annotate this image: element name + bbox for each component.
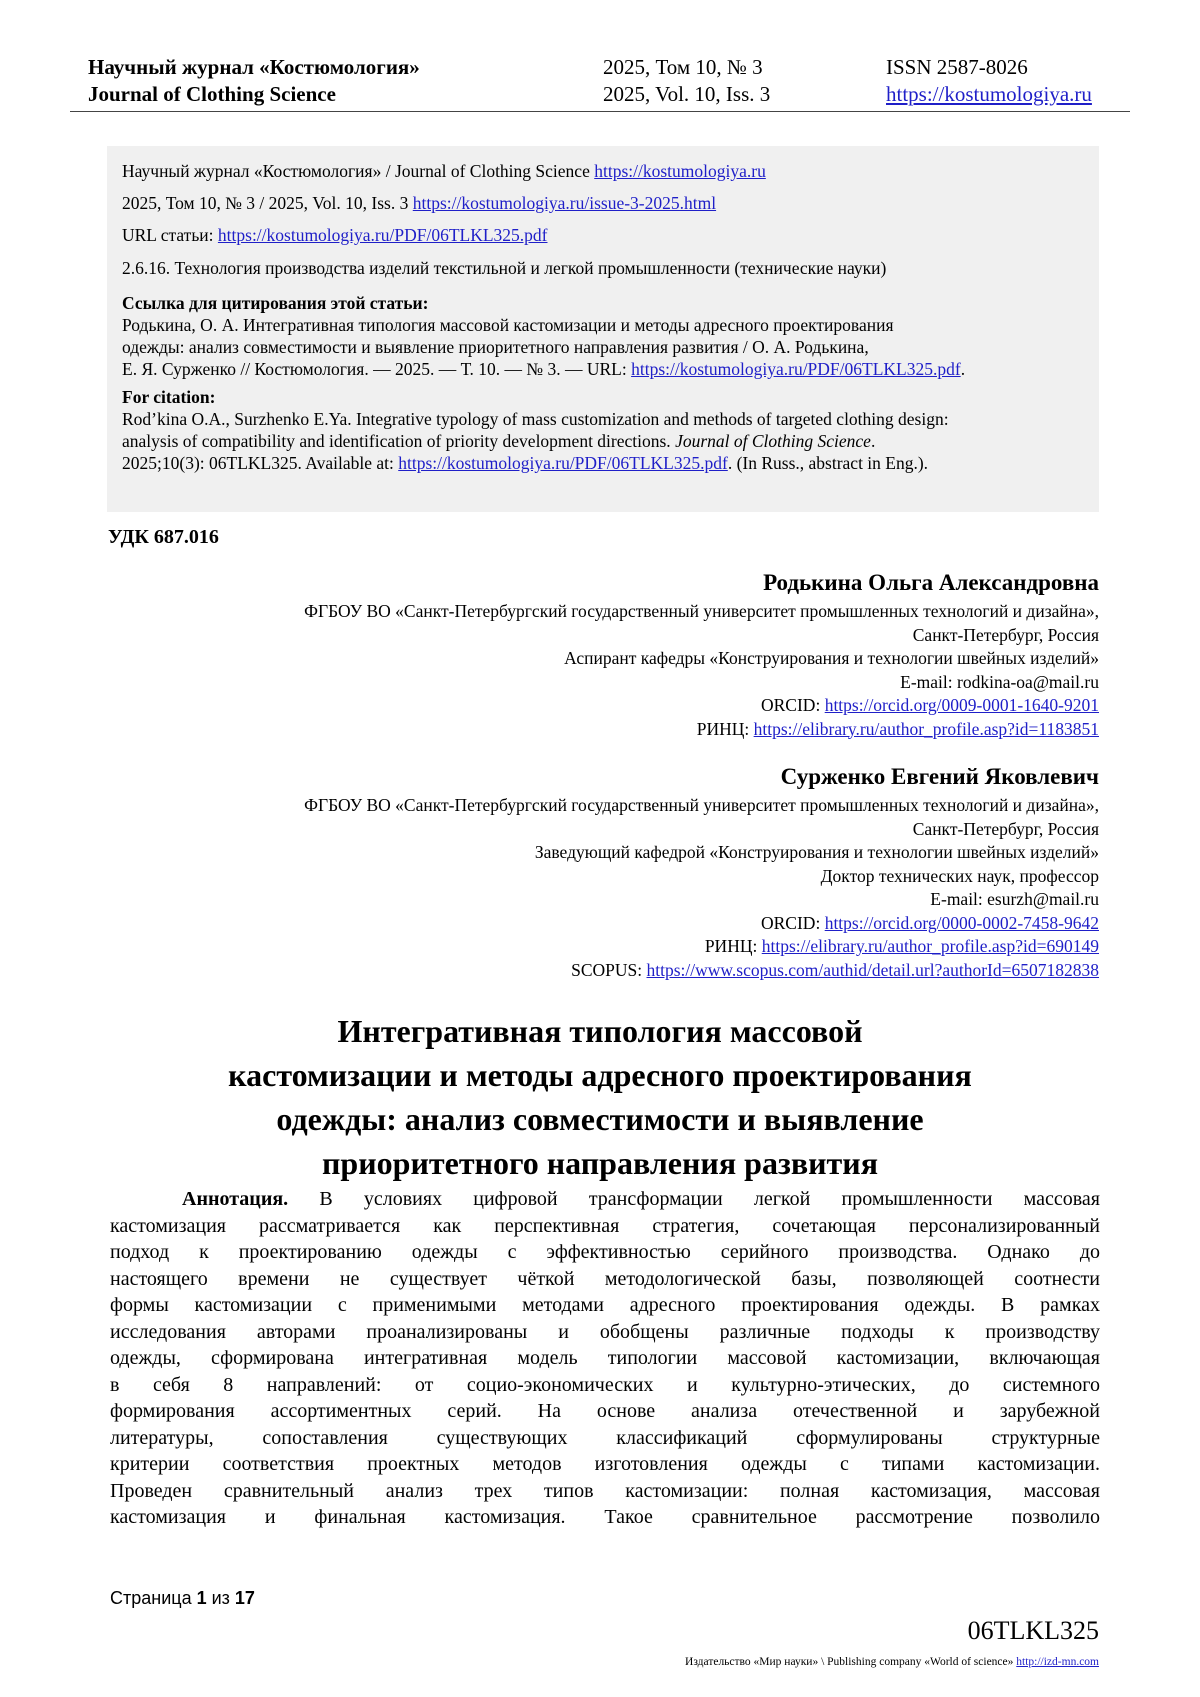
author1-org: ФГБОУ ВО «Санкт-Петербургский государственный университет промышленных технологий и дизайна», xyxy=(304,601,1099,621)
abstract-line-2: кастомизация рассматривается как перспективная стратегия, сочетающая персонализированный xyxy=(110,1214,1100,1237)
citebox-url-link[interactable]: https://kostumologiya.ru/PDF/06TLKL325.pdf xyxy=(217,225,548,245)
abstract-line-7: одежды, сформирована интегративная модель типологии массовой кастомизации, включающая xyxy=(110,1347,1100,1369)
title-line-4: приоритетного направления развития xyxy=(321,1145,878,1181)
author2-scopus-link[interactable]: https://www.scopus.com/authid/detail.url?authorId=6507182838 xyxy=(646,959,1099,980)
page-number xyxy=(110,1588,255,1609)
abstract-line-1 xyxy=(110,1186,1100,1213)
citation-ru-line2: одежды: анализ совместимости и выявление приоритетного направления развития / О. А. Родькина, xyxy=(122,337,869,357)
citation-ru-line1: Родькина, О. А. Интегративная типология массовой кастомизации и методы адресного проектирования xyxy=(122,315,894,335)
author1-position: Аспирант кафедры «Конструирования и технологии швейных изделий» xyxy=(564,648,1099,668)
header-issue xyxy=(603,54,770,108)
citation-ru-link[interactable]: https://kostumologiya.ru/PDF/06TLKL325.pdf xyxy=(631,359,961,379)
abstract-line-13: кастомизация и финальная кастомизация. Такое сравнительное рассмотрение позволило xyxy=(110,1506,1100,1528)
author2-rinc xyxy=(304,935,1099,959)
author2-org: ФГБОУ ВО «Санкт-Петербургский государственный университет промышленных технологий и дизайна», xyxy=(304,795,1099,815)
citation-en-line3-text: 2025;10(3): 06TLKL325. Available at: xyxy=(122,453,399,473)
author2-email: E-mail: esurzh@mail.ru xyxy=(930,889,1099,909)
author2-orcid-link[interactable]: https://orcid.org/0000-0002-7458-9642 xyxy=(824,912,1099,933)
citation-en-heading: For citation: xyxy=(122,387,216,407)
author1-rinc xyxy=(304,718,1099,742)
abstract-line-3: подход к проектированию одежды с эффективностью серийного производства. Однако до xyxy=(110,1241,1100,1263)
page-total: 17 xyxy=(234,1588,255,1608)
author1-rinc-label: РИНЦ: xyxy=(696,718,754,739)
author2-rinc-link[interactable]: https://elibrary.ru/author_profile.asp?id=690149 xyxy=(761,936,1099,956)
header-journal-ru: Научный журнал «Костюмология» xyxy=(88,55,420,79)
citation-en-line2-end: . xyxy=(870,431,876,451)
citation-en-line3-end: . (In Russ., abstract in Eng.). xyxy=(727,453,929,473)
header-site-link[interactable]: https://kostumologiya.ru xyxy=(886,82,1092,106)
citation-en-journal: Journal of Clothing Science xyxy=(675,431,871,451)
header-journal-names xyxy=(88,54,420,108)
author2-name: Сурженко Евгений Яковлевич xyxy=(780,764,1099,789)
journal-header xyxy=(88,54,1128,110)
citation-ru-line3-end: . xyxy=(960,359,966,379)
citebox-journal-text: Научный журнал «Костюмология» / Journal of Clothing Science xyxy=(122,161,595,181)
citation-ru-line3-text: Е. Я. Сурженко // Костюмология. — 2025. — Т. 10. — № 3. — URL: xyxy=(122,359,632,379)
citation-en-line3 xyxy=(122,452,1097,474)
author1-orcid xyxy=(304,694,1099,718)
citation-en-line2 xyxy=(122,430,1097,452)
citebox-issue-line xyxy=(122,192,716,214)
author2-orcid-label: ORCID: xyxy=(761,912,825,933)
author2-position: Заведующий кафедрой «Конструирования и технологии швейных изделий» xyxy=(534,842,1099,862)
abstract-line-9: формирования ассортиментных серий. На основе анализа отечественной и зарубежной xyxy=(110,1400,1100,1422)
author2-orcid xyxy=(304,912,1099,936)
citation-en-line1: Rod’kina O.A., Surzhenko E.Ya. Integrative typology of mass customization and methods of targeted clothing design: xyxy=(122,409,949,429)
page-current: 1 xyxy=(196,1588,207,1608)
abstract-line-11: критерии соответствия проектных методов изготовления одежды с типами кастомизации. xyxy=(110,1453,1100,1475)
article-code: 06TLKL325 xyxy=(967,1616,1099,1645)
title-line-3: одежды: анализ совместимости и выявление xyxy=(276,1101,924,1137)
udk-code: УДК 687.016 xyxy=(108,526,219,548)
author-block-1 xyxy=(304,568,1099,741)
header-issue-ru: 2025, Том 10, № 3 xyxy=(603,55,763,79)
citation-en-line2-text: analysis of compatibility and identification of priority development directions. xyxy=(122,431,676,451)
abstract-label: Аннотация. xyxy=(182,1188,289,1210)
abstract-line-4: настоящего времени не существует чёткой методологической базы, позволяющей соотнести xyxy=(110,1267,1100,1290)
citebox-journal-line xyxy=(122,160,766,182)
page-of: из xyxy=(206,1588,235,1608)
citebox-issue-text: 2025, Том 10, № 3 / 2025, Vol. 10, Iss. 3 xyxy=(122,193,413,213)
citebox-url-label: URL статьи: xyxy=(122,225,218,245)
title-line-2: кастомизации и методы адресного проектирования xyxy=(228,1057,972,1093)
header-journal-en: Journal of Clothing Science xyxy=(88,82,336,106)
author-block-2 xyxy=(304,762,1099,982)
author1-name: Родькина Ольга Александровна xyxy=(763,570,1099,595)
citation-en xyxy=(122,386,1097,474)
header-divider xyxy=(70,111,1130,112)
citebox-url-line xyxy=(122,224,548,246)
citation-en-link[interactable]: https://kostumologiya.ru/PDF/06TLKL325.pdf xyxy=(398,453,728,473)
page-word: Страница xyxy=(110,1588,197,1608)
title-line-1: Интегративная типология массовой xyxy=(337,1013,863,1049)
citebox-journal-link[interactable]: https://kostumologiya.ru xyxy=(594,161,766,181)
header-issue-en: 2025, Vol. 10, Iss. 3 xyxy=(603,82,771,106)
author1-orcid-label: ORCID: xyxy=(761,695,825,715)
abstract-line-5: формы кастомизации с применимыми методами адресного проектирования одежды. В рамках xyxy=(110,1294,1100,1316)
publisher-line xyxy=(685,1656,1099,1668)
author1-city: Санкт-Петербург, Россия xyxy=(912,624,1099,645)
abstract xyxy=(110,1186,1100,1531)
abstract-line-6: исследования авторами проанализированы и обобщены различные подходы к производству xyxy=(110,1320,1100,1343)
publisher-text: Издательство «Мир науки» \ Publishing company «World of science» xyxy=(685,1656,1017,1668)
abstract-line-12: Проведен сравнительный анализ трех типов кастомизации: полная кастомизация, массовая xyxy=(110,1479,1100,1502)
article-title xyxy=(90,1009,1110,1185)
author2-degree: Доктор технических наук, профессор xyxy=(820,865,1099,886)
author2-scopus xyxy=(304,959,1099,983)
abstract-line-10: литературы, сопоставления существующих классификаций сформулированы структурные xyxy=(110,1426,1100,1449)
publisher-link[interactable]: http://izd-mn.com xyxy=(1016,1656,1099,1668)
citebox-issue-link[interactable]: https://kostumologiya.ru/issue-3-2025.html xyxy=(412,193,717,213)
citation-ru-heading: Ссылка для цитирования этой статьи: xyxy=(122,293,429,313)
abstract-line-1-text: В условиях цифровой трансформации легкой промышленности массовая xyxy=(288,1188,1100,1210)
citation-ru xyxy=(122,292,1097,380)
header-issn: ISSN 2587-8026 xyxy=(886,55,1028,79)
citation-ru-line3 xyxy=(122,358,1097,380)
author1-orcid-link[interactable]: https://orcid.org/0009-0001-1640-9201 xyxy=(824,695,1099,715)
author2-city: Санкт-Петербург, Россия xyxy=(912,818,1099,839)
author1-rinc-link[interactable]: https://elibrary.ru/author_profile.asp?id=1183851 xyxy=(753,718,1099,739)
header-issn-site xyxy=(886,54,1092,108)
author2-scopus-label: SCOPUS: xyxy=(571,959,647,980)
author1-email: E-mail: rodkina-oa@mail.ru xyxy=(900,671,1099,692)
citebox-specialty: 2.6.16. Технология производства изделий текстильной и легкой промышленности (технические науки) xyxy=(122,258,887,278)
citation-box xyxy=(107,146,1099,512)
abstract-line-8: в себя 8 направлений: от социо-экономических и культурно-этических, до системного xyxy=(110,1373,1100,1396)
author2-rinc-label: РИНЦ: xyxy=(704,936,762,956)
